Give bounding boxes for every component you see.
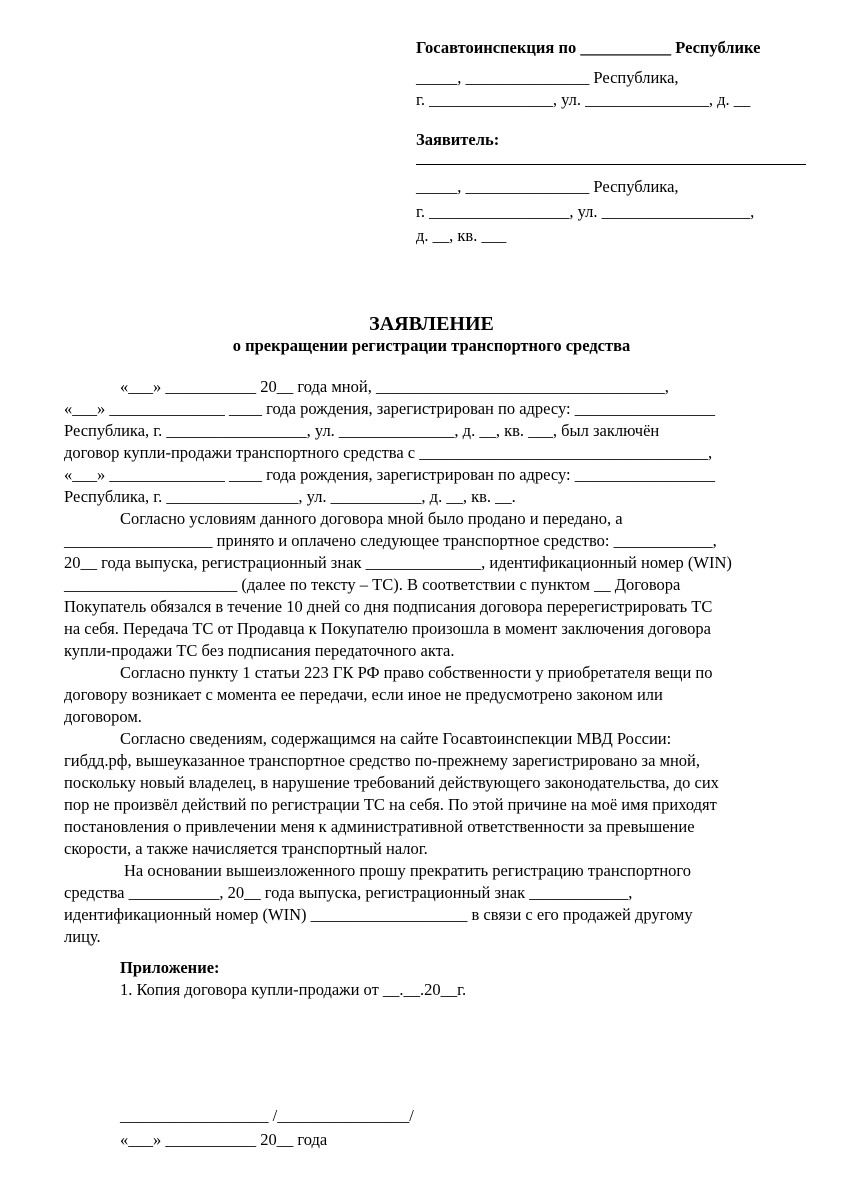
body-line: «___» ______________ ____ года рождения, зарегистрирован по адресу: _________________ [64,465,715,484]
body-line: Республика, г. ________________, ул. ___________, д. __, кв. __. [64,487,516,506]
body-line: поскольку новый владелец, в нарушение требований действующего законодательства, до сих [64,773,719,792]
body-line: купли-продажи ТС без подписания передаточного акта. [64,641,455,660]
body-line: Согласно сведениям, содержащимся на сайте Госавтоинспекции МВД России: [120,729,672,748]
body-line: скорости, а также начисляется транспортный налог. [64,839,428,858]
body-line: идентификационный номер (WIN) ___________________ в связи с его продажей другому [64,905,693,924]
body-line: гибдд.рф, вышеуказанное транспортное средство по-прежнему зарегистрировано за мной, [64,751,700,770]
body-line: лицу. [64,927,101,946]
authority-address-line-1: _____, _______________ Республика, [416,68,679,87]
document-title: ЗАЯВЛЕНИЕ [369,313,494,335]
applicant-name-rule [416,164,806,165]
applicant-label: Заявитель: [416,130,500,149]
body-line: договором. [64,707,142,726]
signature-date: «___» ___________ 20__ года [120,1130,328,1149]
body-line: На основании вышеизложенного прошу прекратить регистрацию транспортного [124,861,692,880]
body-line: на себя. Передача ТС от Продавца к Покупателю произошла в момент заключения договора [64,619,711,638]
body-line: договор купли-продажи транспортного средства с ___________________________________, [64,443,713,462]
body-line: договору возникает с момента ее передачи, если иное не предусмотрено законом или [64,685,663,704]
document-subtitle: о прекращении регистрации транспортного средства [232,336,631,355]
body-line: «___» ______________ ____ года рождения, зарегистрирован по адресу: _________________ [64,399,715,418]
body-line: Согласно условиям данного договора мной было продано и передано, а [120,509,623,528]
body-line: Республика, г. _________________, ул. ______________, д. __, кв. ___, был заключён [64,421,660,440]
body-line: средства ___________, 20__ года выпуска, регистрационный знак ____________, [64,883,633,902]
attachments-label: Приложение: [120,958,220,977]
authority-address-line-2: г. _______________, ул. _______________, д. __ [416,90,751,109]
signature-line: __________________ /________________/ [120,1106,414,1125]
applicant-address-line-3: д. __, кв. ___ [416,226,507,245]
applicant-address-line-2: г. _________________, ул. __________________, [416,202,755,221]
body-line: пор не произвёл действий по регистрации ТС на себя. По этой причине на моё имя приходят [64,795,717,814]
applicant-address-line-1: _____, _______________ Республика, [416,177,679,196]
body-line: постановления о привлечении меня к административной ответственности за превышение [64,817,695,836]
body-line: _____________________ (далее по тексту – ТС). В соответствии с пунктом __ Договора [64,575,681,594]
body-line: 20__ года выпуска, регистрационный знак ______________, идентификационный номер (WIN) [64,553,732,572]
body-line: __________________ принято и оплачено следующее транспортное средство: ____________, [64,531,717,550]
body-line: Покупатель обязался в течение 10 дней со дня подписания договора перерегистрировать ТС [64,597,713,616]
body-line: Согласно пункту 1 статьи 223 ГК РФ право собственности у приобретателя вещи по [120,663,713,682]
attachment-item: 1. Копия договора купли-продажи от __.__.20__г. [120,980,467,999]
body-line: «___» ___________ 20__ года мной, ___________________________________, [120,377,669,396]
authority-line: Госавтоинспекция по ___________ Республике [416,38,761,57]
